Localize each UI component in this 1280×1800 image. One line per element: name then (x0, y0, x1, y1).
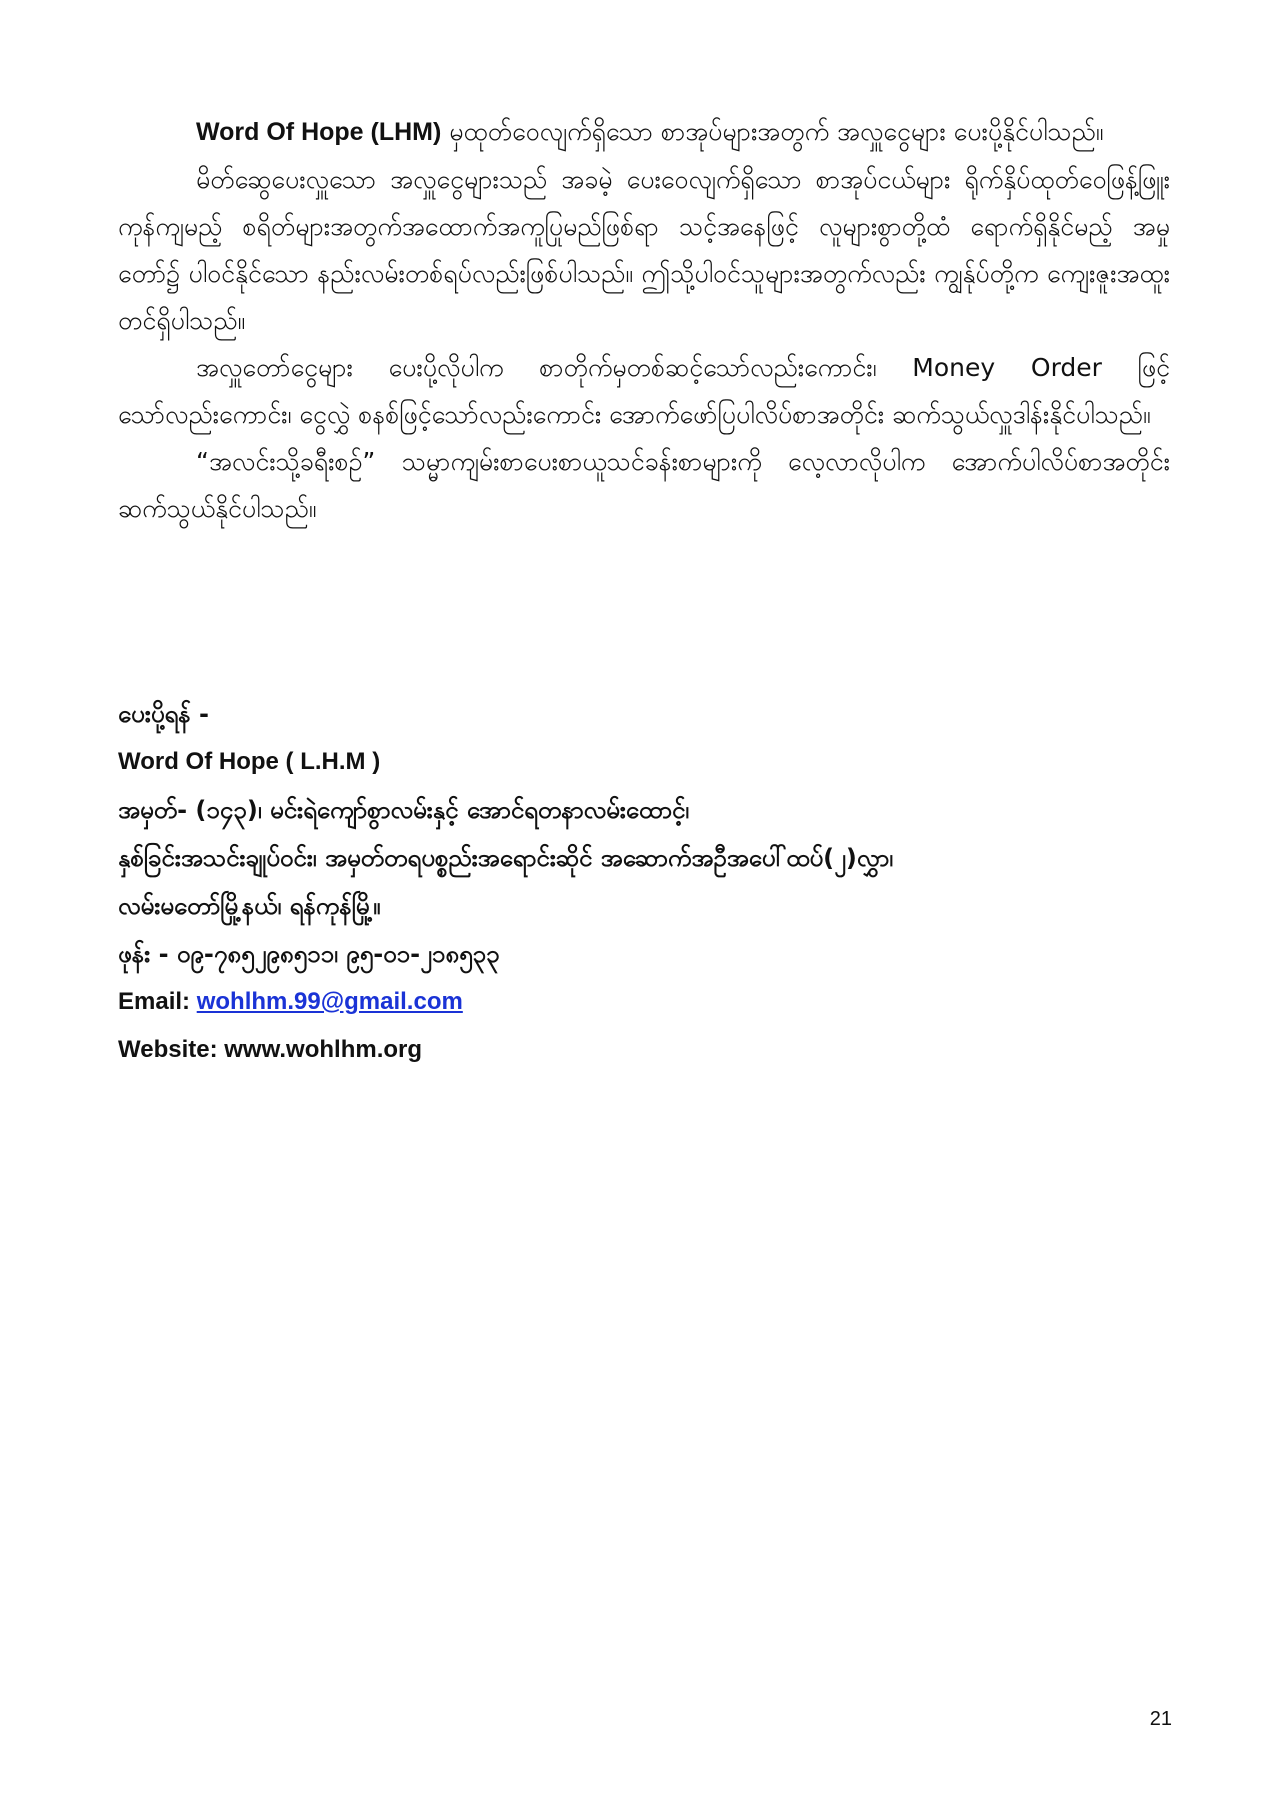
email-label: Email: (118, 988, 197, 1015)
address-website-row (118, 1026, 1170, 1074)
email-link[interactable]: wohlhm.99@gmail.com (196, 988, 463, 1015)
page-number: 21 (1149, 1708, 1172, 1730)
body-text (118, 108, 1170, 532)
address-line-2: နှစ်ခြင်းအသင်းချုပ်ဝင်း၊ အမှတ်တရပစ္စည်းအရောင်းဆိုင် အဆောက်အဦအပေါ်ထပ်(၂)လွှာ၊ (118, 844, 894, 872)
address-org: Word Of Hope ( L.H.M ) (118, 748, 381, 775)
paragraph-donation-purpose: မိတ်ဆွေပေးလှူသော အလှူငွေများသည် အခမဲ့ ပေးဝေလျက်ရှိသော စာအုပ်ငယ်များ ရိုက်နှိပ်ထုတ်ဝေဖြန့်ဖြူးကုန်ကျမည့် စရိတ်များအတွက်အထောက်အကူပြုမည်ဖြစ်ရာ သင့်အနေဖြင့် လူများစွာတို့ထံ ရောက်ရှိနိုင်မည့် အမှုတော်၌ ပါဝင်နိုင်သော နည်းလမ်းတစ်ရပ်လည်းဖြစ်ပါသည်။ ဤသို့ပါဝင်သူများအတွက်လည်း ကျွန်ုပ်တို့က ကျေးဇူးအထူးတင်ရှိပါသည်။ (118, 165, 1170, 335)
org-name-inline: Word Of Hope (LHM) (196, 118, 442, 146)
website-value: www.wohlhm.org (224, 1036, 423, 1063)
website-label: Website: (118, 1036, 225, 1063)
address-line-3: လမ်းမတော်မြို့နယ်၊ ရန်ကုန်မြို့။ (118, 892, 381, 920)
address-email-row (118, 978, 1170, 1026)
paragraph-1-text: မှထုတ်ဝေလျက်ရှိသော စာအုပ်များအတွက် အလှူငွေများ ပေးပို့နိုင်ပါသည်။ (441, 117, 1104, 146)
address-line-1: အမှတ်- (၁၄၃)၊ မင်းရဲကျော်စွာလမ်းနှင့် အောင်ရတနာလမ်းထောင့်၊ (118, 796, 690, 824)
address-phone: ဖုန်း - ၀၉-၇၈၅၂၉၈၅၁၁၊ ၉၅-၀၁-၂၁၈၅၃၃ (118, 940, 500, 968)
paragraph-bible-course: “အလင်းသို့ခရီးစဉ်” သမ္မာကျမ်းစာပေးစာယူသင်ခန်းစာများကို လေ့လာလိုပါက အောက်ပါလိပ်စာအတိုင်း ဆက်သွယ်နိုင်ပါသည်။ (118, 447, 1170, 523)
address-block (118, 690, 1170, 1074)
paragraph-donation-methods: အလှူတော်ငွေများ ပေးပို့လိုပါက စာတိုက်မှတစ်ဆင့်သော်လည်းကောင်း၊ Money Order ဖြင့်သော်လည်းကောင်း၊ ငွေလွှဲ စနစ်ဖြင့်သော်လည်းကောင်း အောက်ဖော်ပြပါလိပ်စာအတိုင်း ဆက်သွယ်လှူဒါန်းနိုင်ပါသည်။ (118, 353, 1170, 429)
address-heading: ပေးပို့ရန် - (118, 700, 210, 728)
paragraph-donation-intro (118, 108, 1170, 156)
